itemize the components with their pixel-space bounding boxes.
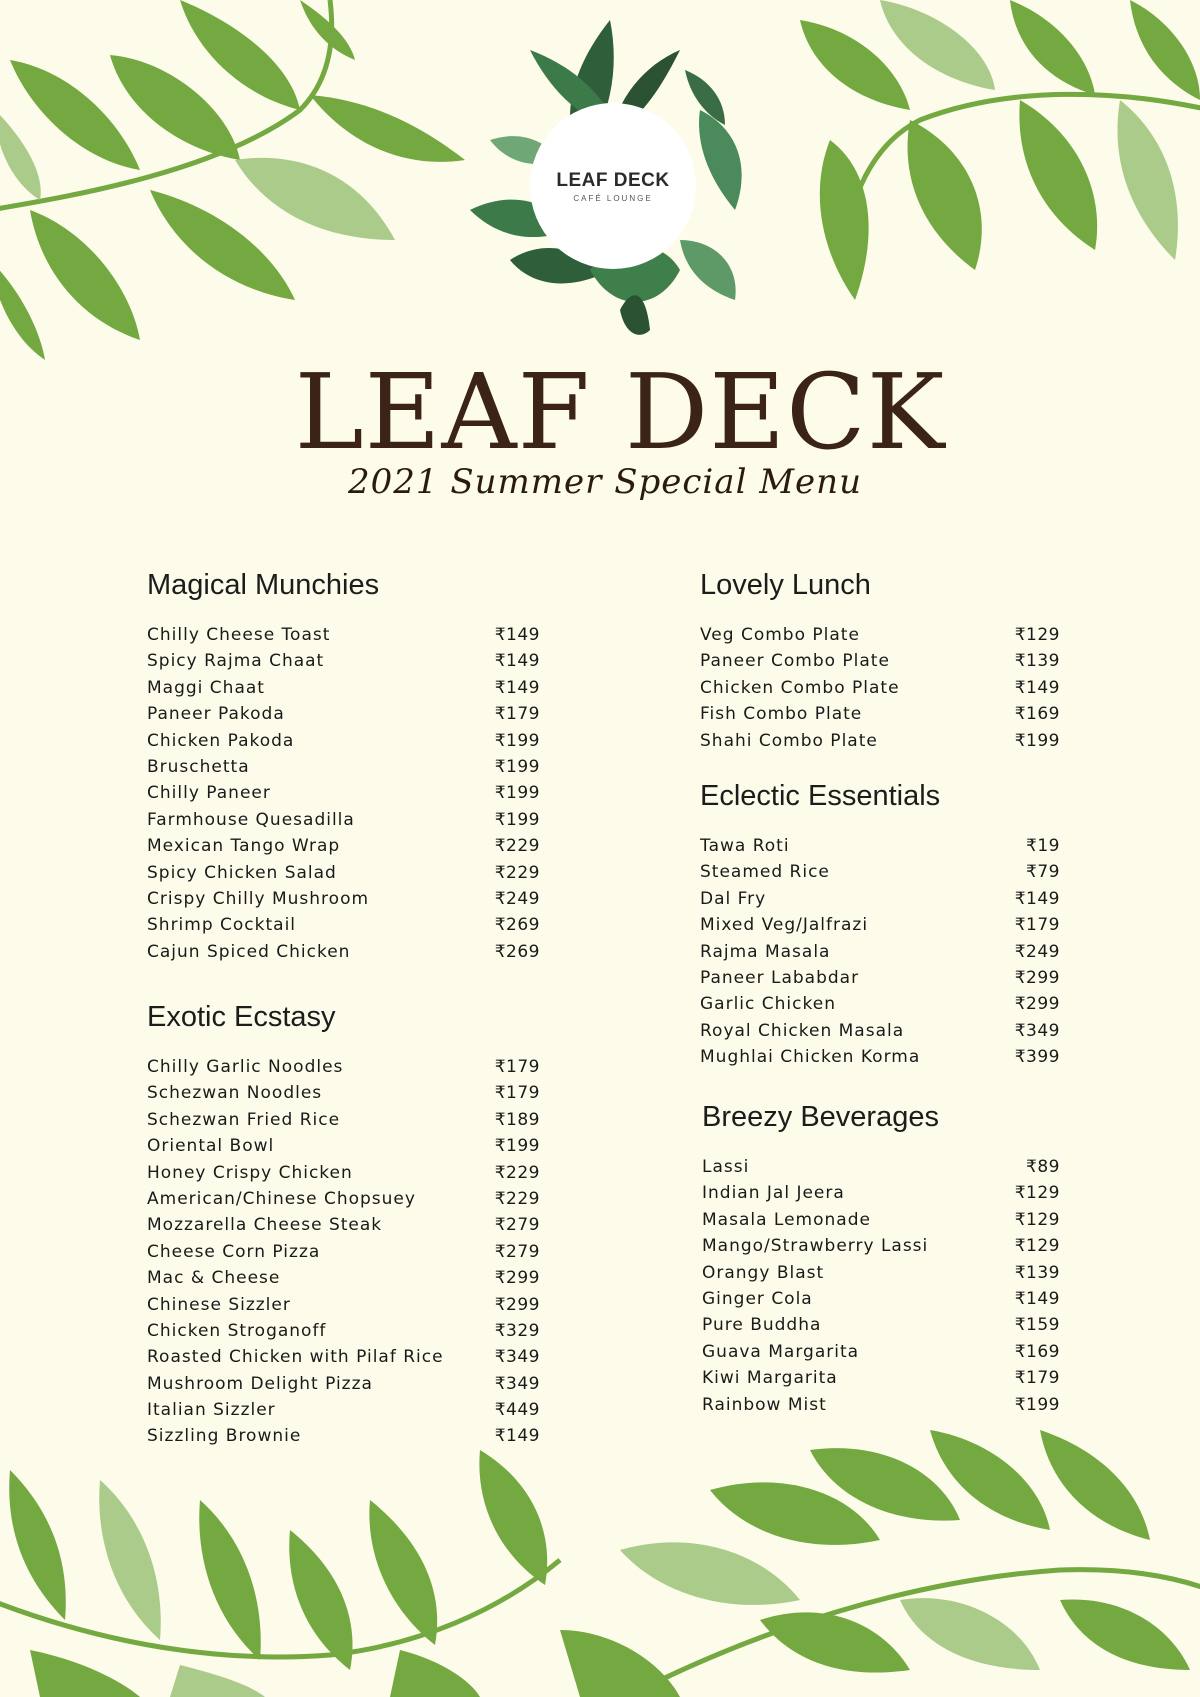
- menu-item-price: ₹129: [1014, 625, 1060, 645]
- menu-item-name: Paneer Pakoda: [147, 704, 285, 725]
- menu-item: [147, 1239, 540, 1265]
- menu-item-name: Mushroom Delight Pizza: [147, 1373, 373, 1394]
- menu-item: [700, 622, 1060, 648]
- menu-item: [702, 1392, 1060, 1418]
- menu-item: [147, 1397, 540, 1423]
- menu-item: [147, 1371, 540, 1397]
- menu-item-price: ₹399: [1014, 1047, 1060, 1068]
- menu-item: [147, 1212, 540, 1238]
- menu-item-price: ₹299: [1014, 994, 1060, 1015]
- menu-item-list: [147, 1054, 540, 1450]
- menu-item-price: ₹229: [494, 1188, 540, 1209]
- menu-item: [702, 1180, 1060, 1206]
- menu-item: [147, 1265, 540, 1291]
- menu-item: [702, 1207, 1060, 1233]
- menu-item: [700, 991, 1060, 1017]
- logo-badge: [530, 103, 696, 269]
- logo-tagline: CAFÉ LOUNGE: [573, 193, 653, 203]
- menu-item-price: ₹149: [494, 651, 540, 672]
- menu-item-name: Dal Fry: [700, 888, 767, 909]
- menu-item-name: Chicken Stroganoff: [147, 1320, 327, 1341]
- menu-item: [147, 807, 540, 833]
- menu-item-name: Crispy Chilly Mushroom: [147, 888, 370, 909]
- menu-item-name: Pure Buddha: [702, 1315, 822, 1336]
- menu-item-name: Roasted Chicken with Pilaf Rice: [147, 1347, 444, 1368]
- menu-item-name: Italian Sizzler: [147, 1400, 276, 1421]
- menu-item-price: ₹149: [494, 625, 540, 645]
- menu-item: [700, 912, 1060, 938]
- section-breezy-beverages: [702, 1103, 1060, 1418]
- section-title: Breezy Beverages: [702, 1101, 939, 1133]
- menu-item: [700, 886, 1060, 912]
- menu-item-price: ₹149: [1014, 888, 1060, 909]
- menu-item-price: ₹349: [494, 1347, 540, 1368]
- menu-item-price: ₹249: [1014, 941, 1060, 962]
- menu-item: [147, 648, 540, 674]
- menu-item-name: Schezwan Noodles: [147, 1083, 323, 1104]
- menu-item: [147, 1160, 540, 1186]
- section-title: Exotic Ecstasy: [147, 1001, 336, 1033]
- menu-item-name: Farmhouse Quesadilla: [147, 809, 355, 830]
- menu-item: [147, 728, 540, 754]
- menu-item: [700, 675, 1060, 701]
- menu-item-name: Mughlai Chicken Korma: [700, 1047, 921, 1068]
- menu-item-list: [700, 622, 1060, 754]
- menu-item-price: ₹199: [494, 1136, 540, 1157]
- menu-item-name: Rajma Masala: [700, 941, 831, 962]
- menu-item: [700, 859, 1060, 885]
- menu-item: [702, 1339, 1060, 1365]
- menu-item-name: Chilly Garlic Noodles: [147, 1057, 344, 1077]
- menu-item-price: ₹449: [494, 1400, 540, 1421]
- section-title: Lovely Lunch: [700, 569, 871, 601]
- page-title: LEAF DECK: [294, 351, 946, 473]
- menu-item-name: Chinese Sizzler: [147, 1294, 291, 1315]
- menu-item-name: Tawa Roti: [700, 836, 790, 856]
- menu-item-price: ₹229: [494, 836, 540, 857]
- menu-item-name: Shahi Combo Plate: [700, 730, 878, 751]
- menu-item-name: Lassi: [702, 1157, 750, 1177]
- menu-item: [700, 965, 1060, 991]
- menu-item-name: Spicy Rajma Chaat: [147, 651, 325, 672]
- menu-item-price: ₹179: [494, 1057, 540, 1077]
- menu-item-name: Mac & Cheese: [147, 1268, 281, 1289]
- menu-item-price: ₹179: [1014, 1368, 1060, 1389]
- menu-item-name: Orangy Blast: [702, 1262, 825, 1283]
- menu-item-price: ₹19: [1026, 836, 1060, 856]
- leaf-branch-bottom-left-icon: [0, 1440, 580, 1697]
- menu-item-price: ₹169: [1014, 704, 1060, 725]
- menu-item: [700, 833, 1060, 859]
- section-eclectic-essentials: [700, 782, 1060, 1071]
- leaf-branch-bottom-right-icon: [560, 1430, 1200, 1697]
- menu-item: [702, 1365, 1060, 1391]
- menu-item-name: Fish Combo Plate: [700, 704, 863, 725]
- menu-item: [147, 1054, 540, 1080]
- menu-item-price: ₹89: [1026, 1157, 1060, 1177]
- menu-item-name: Honey Crispy Chicken: [147, 1162, 353, 1183]
- menu-item: [147, 1080, 540, 1106]
- menu-item-price: ₹149: [494, 1426, 540, 1447]
- menu-item-price: ₹179: [494, 704, 540, 725]
- menu-item-name: Mixed Veg/Jalfrazi: [700, 915, 869, 936]
- menu-item-name: Chicken Pakoda: [147, 730, 295, 751]
- menu-item-name: Shrimp Cocktail: [147, 915, 297, 936]
- menu-item-name: Paneer Combo Plate: [700, 651, 890, 672]
- menu-item: [147, 1186, 540, 1212]
- logo: [470, 10, 750, 350]
- menu-item-price: ₹129: [1014, 1209, 1060, 1230]
- menu-item: [147, 675, 540, 701]
- menu-item: [147, 833, 540, 859]
- menu-item-name: Garlic Chicken: [700, 994, 836, 1015]
- menu-item: [147, 780, 540, 806]
- menu-item-name: Veg Combo Plate: [700, 625, 860, 645]
- menu-item-price: ₹199: [1014, 730, 1060, 751]
- section-title: Eclectic Essentials: [700, 780, 941, 812]
- menu-item-name: Chicken Combo Plate: [700, 677, 900, 698]
- menu-item-name: Chilly Paneer: [147, 783, 271, 804]
- menu-item-price: ₹329: [494, 1320, 540, 1341]
- menu-item: [700, 648, 1060, 674]
- menu-item-price: ₹149: [1014, 677, 1060, 698]
- menu-item-name: Guava Margarita: [702, 1341, 860, 1362]
- menu-item-price: ₹179: [1014, 915, 1060, 936]
- menu-item-price: ₹279: [494, 1215, 540, 1236]
- menu-item-price: ₹179: [494, 1083, 540, 1104]
- menu-item-price: ₹199: [494, 783, 540, 804]
- menu-item-name: Cheese Corn Pizza: [147, 1241, 321, 1262]
- menu-item-price: ₹129: [1014, 1236, 1060, 1257]
- page-subtitle: 2021 Summer Special Menu: [348, 462, 862, 502]
- menu-item: [147, 860, 540, 886]
- menu-item-price: ₹299: [1014, 967, 1060, 988]
- menu-item-name: Maggi Chaat: [147, 677, 265, 698]
- menu-item-price: ₹229: [494, 862, 540, 883]
- menu-item-name: Kiwi Margarita: [702, 1368, 838, 1389]
- menu-item: [702, 1260, 1060, 1286]
- menu-item-price: ₹199: [494, 756, 540, 777]
- menu-item-price: ₹279: [494, 1241, 540, 1262]
- menu-item-price: ₹299: [494, 1268, 540, 1289]
- menu-item-name: Mozzarella Cheese Steak: [147, 1215, 383, 1236]
- section-lovely-lunch: [700, 571, 1060, 754]
- menu-item-name: Mexican Tango Wrap: [147, 836, 341, 857]
- menu-item-price: ₹139: [1014, 651, 1060, 672]
- menu-item: [147, 1107, 540, 1133]
- menu-item: [700, 1018, 1060, 1044]
- menu-item-list: [147, 622, 540, 965]
- section-exotic-ecstasy: [147, 1003, 540, 1450]
- menu-item: [147, 912, 540, 938]
- menu-item-price: ₹269: [494, 941, 540, 962]
- menu-item-price: ₹129: [1014, 1183, 1060, 1204]
- menu-item-name: Mango/Strawberry Lassi: [702, 1236, 929, 1257]
- leaf-branch-top-left-icon: [0, 0, 480, 370]
- menu-item: [702, 1154, 1060, 1180]
- menu-item-price: ₹229: [494, 1162, 540, 1183]
- menu-item-price: ₹169: [1014, 1341, 1060, 1362]
- menu-item-price: ₹269: [494, 915, 540, 936]
- menu-item-name: Bruschetta: [147, 756, 250, 777]
- menu-item-price: ₹159: [1014, 1315, 1060, 1336]
- menu-item-name: American/Chinese Chopsuey: [147, 1188, 416, 1209]
- leaf-branch-top-right-icon: [760, 0, 1200, 330]
- section-magical-munchies: [147, 571, 540, 965]
- section-title: Magical Munchies: [147, 569, 380, 601]
- menu-item-name: Royal Chicken Masala: [700, 1020, 905, 1041]
- menu-item: [700, 701, 1060, 727]
- menu-item: [147, 701, 540, 727]
- menu-item-name: Paneer Lababdar: [700, 967, 860, 988]
- menu-item: [700, 1044, 1060, 1070]
- menu-item-name: Schezwan Fried Rice: [147, 1109, 341, 1130]
- menu-item: [147, 622, 540, 648]
- menu-item: [147, 886, 540, 912]
- menu-item-list: [702, 1154, 1060, 1418]
- menu-item: [700, 728, 1060, 754]
- menu-item-name: Masala Lemonade: [702, 1209, 871, 1230]
- menu-item: [147, 754, 540, 780]
- menu-item: [147, 1292, 540, 1318]
- menu-item-price: ₹149: [1014, 1288, 1060, 1309]
- menu-item-name: Steamed Rice: [700, 862, 830, 883]
- menu-item-list: [700, 833, 1060, 1071]
- menu-item: [147, 1318, 540, 1344]
- menu-item-price: ₹349: [494, 1373, 540, 1394]
- menu-item-name: Rainbow Mist: [702, 1394, 827, 1415]
- menu-item-price: ₹149: [494, 677, 540, 698]
- menu-item: [147, 1423, 540, 1449]
- menu-item: [147, 939, 540, 965]
- menu-item-name: Spicy Chicken Salad: [147, 862, 337, 883]
- menu-item-name: Indian Jal Jeera: [702, 1183, 845, 1204]
- menu-item: [147, 1344, 540, 1370]
- menu-item-name: Ginger Cola: [702, 1288, 813, 1309]
- logo-name: LEAF DECK: [556, 169, 670, 191]
- menu-item: [700, 939, 1060, 965]
- menu-item-price: ₹199: [494, 809, 540, 830]
- menu-item-name: Cajun Spiced Chicken: [147, 941, 351, 962]
- menu-item: [702, 1286, 1060, 1312]
- menu-item-price: ₹249: [494, 888, 540, 909]
- menu-item-price: ₹189: [494, 1109, 540, 1130]
- menu-item-price: ₹299: [494, 1294, 540, 1315]
- menu-item-price: ₹199: [1014, 1394, 1060, 1415]
- menu-item: [702, 1233, 1060, 1259]
- menu-item: [702, 1312, 1060, 1338]
- menu-item-price: ₹199: [494, 730, 540, 751]
- menu-item-name: Chilly Cheese Toast: [147, 625, 331, 645]
- menu-item-name: Sizzling Brownie: [147, 1426, 302, 1447]
- menu-item-name: Oriental Bowl: [147, 1136, 275, 1157]
- menu-item-price: ₹349: [1014, 1020, 1060, 1041]
- menu-item: [147, 1133, 540, 1159]
- menu-item-price: ₹139: [1014, 1262, 1060, 1283]
- menu-item-price: ₹79: [1026, 862, 1060, 883]
